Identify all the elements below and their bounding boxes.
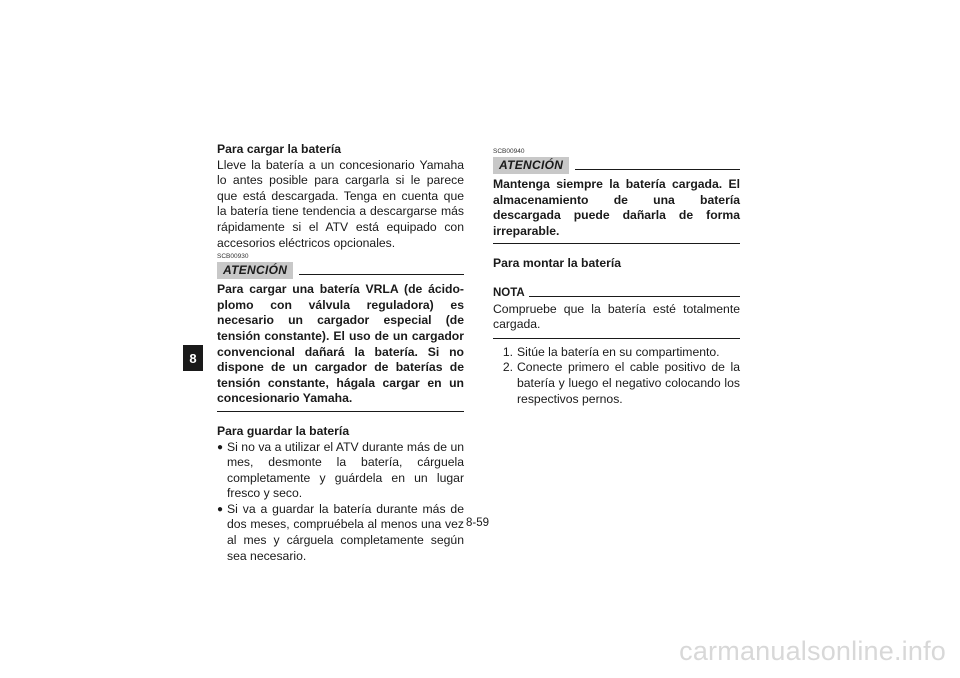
caution-header (493, 157, 740, 174)
caution-code: SCB00930 (217, 253, 249, 261)
caution-rule (299, 274, 464, 275)
left-column (217, 142, 464, 564)
bullet-icon: ● (217, 441, 224, 453)
step-text: Sitúe la batería en su compartimento. (517, 344, 720, 359)
store-heading: Para guardar la batería (217, 423, 350, 438)
caution-end-rule (493, 243, 740, 244)
caution-text: Para cargar una batería VRLA (de ácido-plomo con válvula reguladora) es necesario un cargador especial (de tensión constante). El uso de un cargador convencional dañará la batería. Si no dispone de un cargador de baterías de tensión constante, hágala cargar en un concesionario Yamaha. (217, 282, 464, 406)
step-number: 1. (502, 344, 513, 359)
list-item (493, 360, 740, 407)
caution-label: ATENCIÓN (217, 262, 293, 279)
note-rule (529, 296, 740, 297)
note-header (493, 286, 740, 302)
caution-text: Mantenga siempre la batería cargada. El almacenamiento de una batería descargada puede dañarla de forma irreparable. (493, 177, 740, 238)
list-item (493, 345, 740, 361)
list-item (217, 502, 464, 564)
caution-end-rule (217, 411, 464, 412)
bullet-text: Si no va a utilizar el ATV durante más de un mes, desmonte la batería, cárguela completamente y guárdela en un lugar fresco y seco. (227, 439, 464, 501)
caution-rule (575, 169, 740, 170)
note-end-rule (493, 338, 740, 339)
caution-label: ATENCIÓN (493, 157, 569, 174)
list-item (217, 440, 464, 502)
bullet-icon: ● (217, 503, 224, 515)
watermark: carmanualsonline.info (679, 636, 946, 666)
step-text: Conecte primero el cable positivo de la batería y luego el negativo colocando los respectivos pernos. (517, 360, 740, 406)
bullet-text: Si va a guardar la batería durante más de dos meses, compruébela al menos una vez al mes y cárguela completamente según sea necesario. (227, 501, 464, 563)
install-heading: Para montar la batería (493, 256, 622, 271)
charge-paragraph: Lleve la batería a un concesionario Yamaha lo antes posible para cargarla si le parece que está descargada. Tenga en cuenta que la batería tiene tendencia a descargarse más rápidamente si el ATV está equipado con accesorios eléctricos opcionales. (217, 157, 464, 250)
charge-heading: Para cargar la batería (217, 142, 341, 156)
step-number: 2. (502, 360, 513, 375)
caution-header (217, 262, 464, 279)
page-number: 8-59 (466, 517, 490, 529)
chapter-tab: 8 (183, 345, 203, 371)
note-label: NOTA (493, 286, 525, 299)
right-column (493, 146, 740, 407)
caution-code: SCB00940 (493, 148, 525, 155)
note-text: Compruebe que la batería esté totalmente cargada. (493, 301, 740, 332)
